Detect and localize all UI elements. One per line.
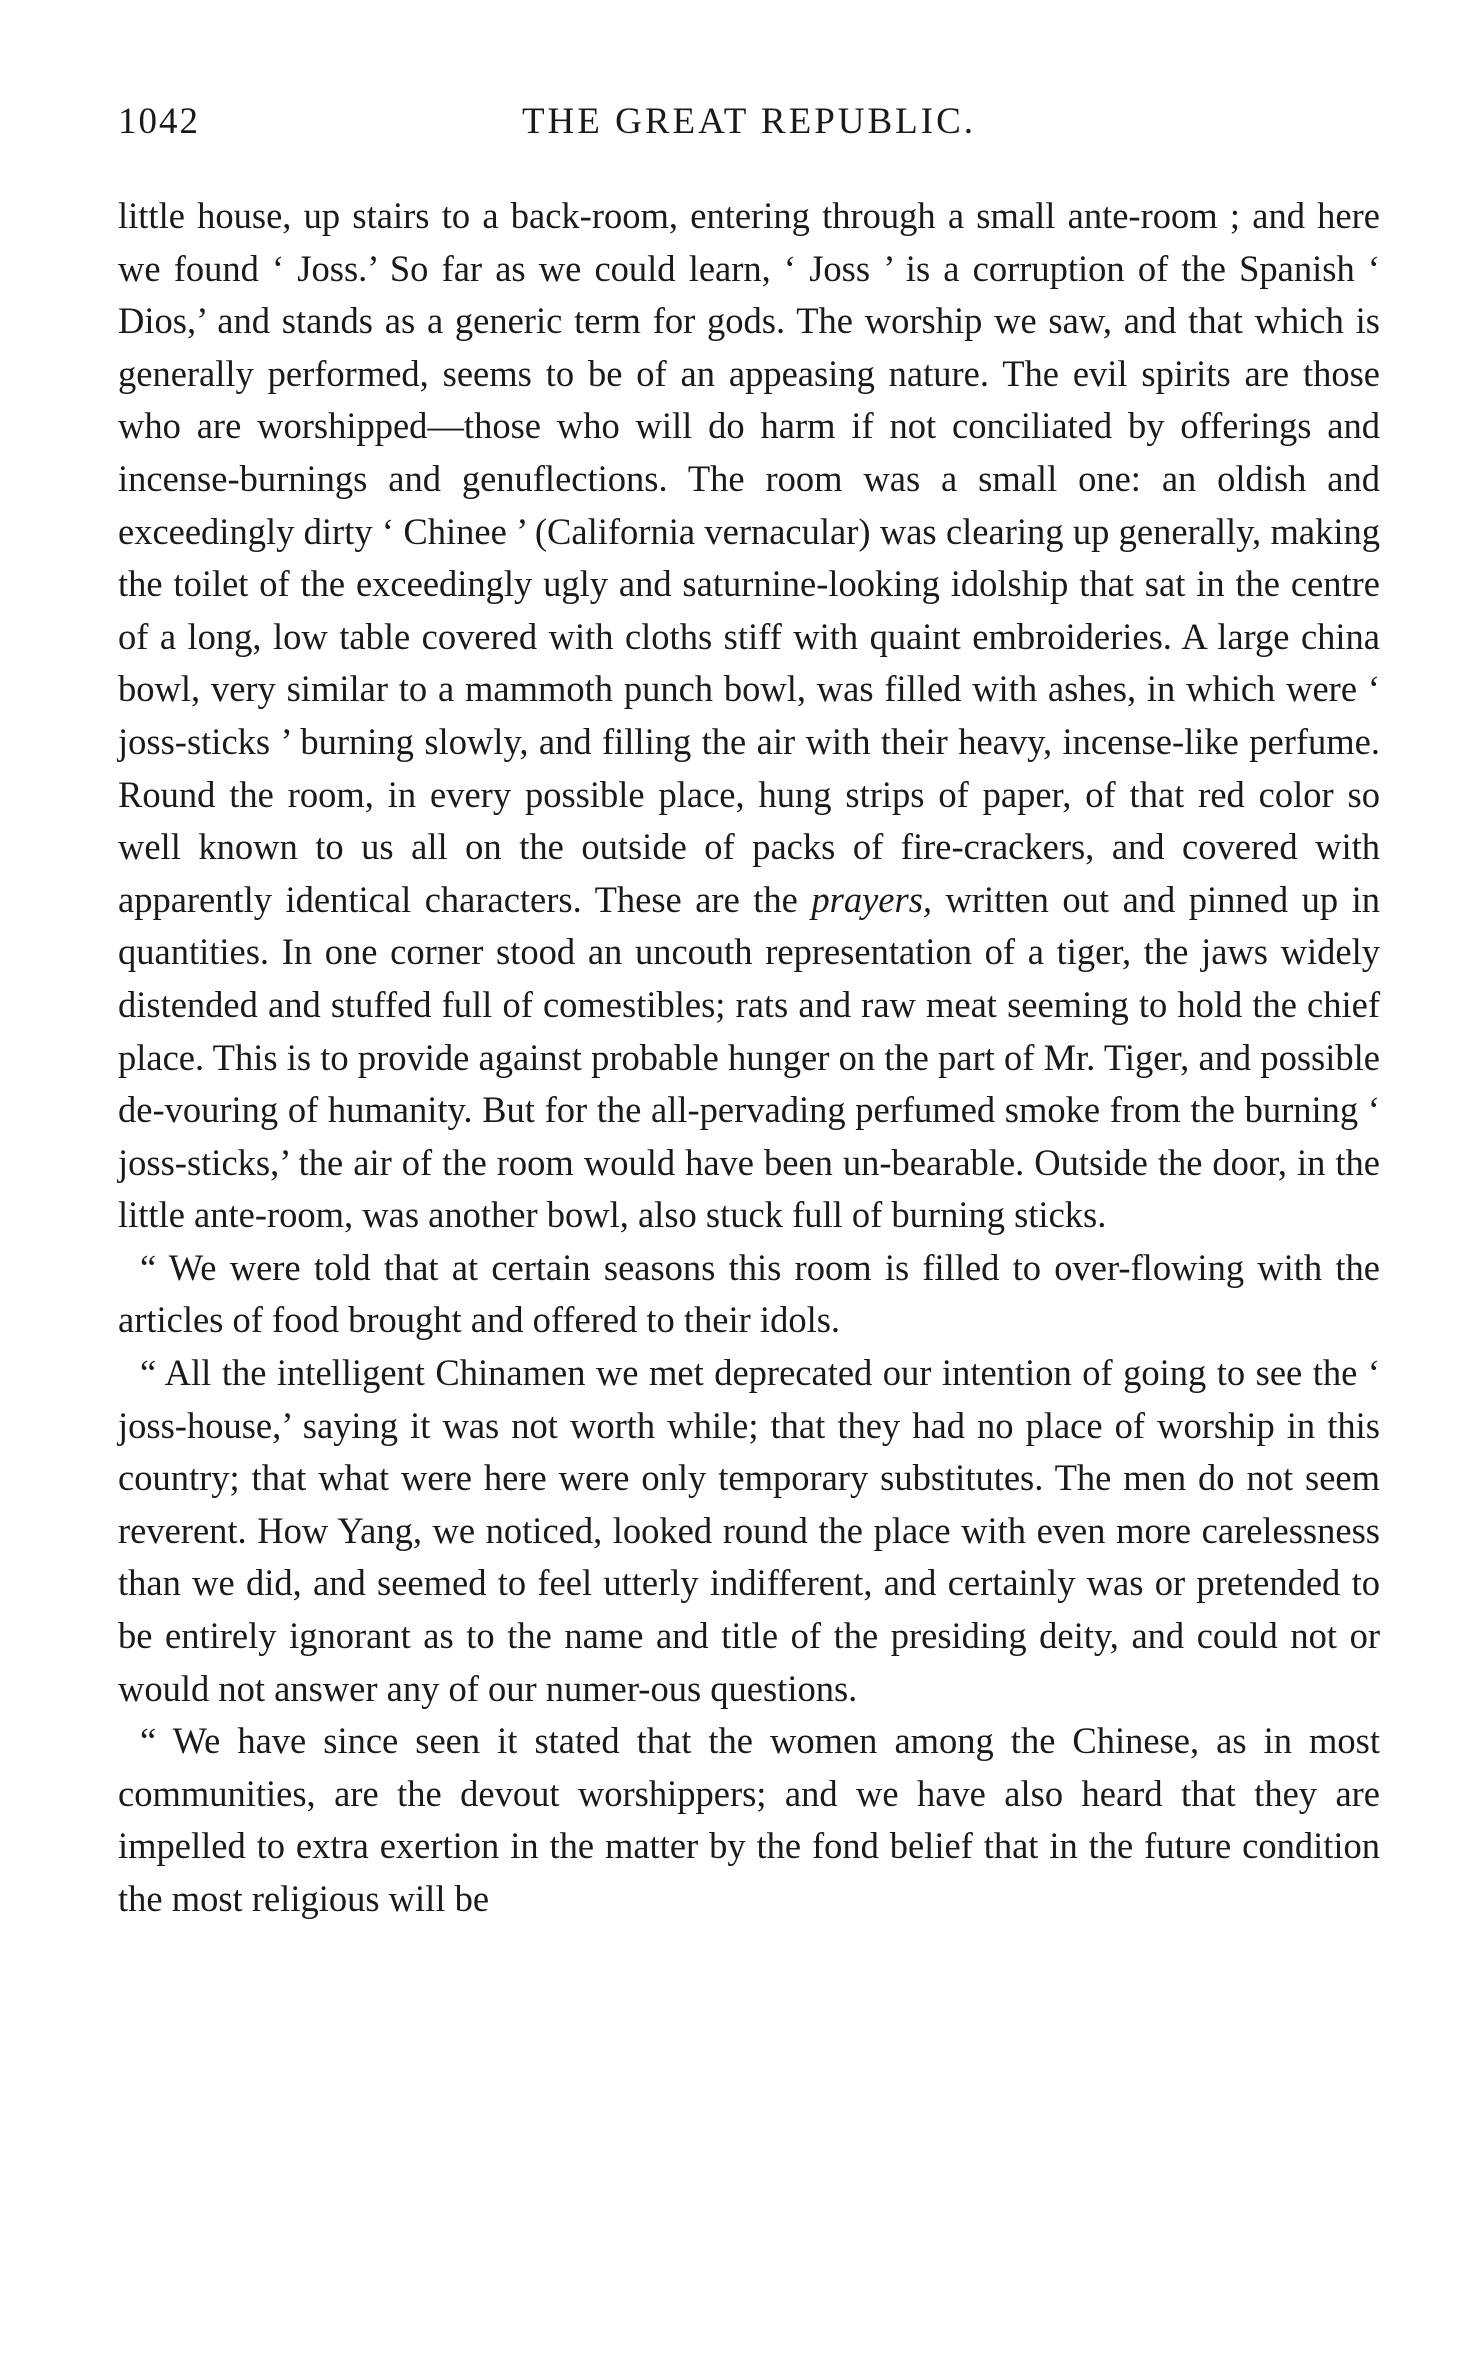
page-number: 1042 — [118, 101, 200, 142]
book-page — [118, 100, 1380, 1926]
running-head — [118, 100, 1380, 160]
paragraph-2: “ We were told that at certain seasons this room is filled to over-flowing with the articles of food brought and offered to their idols. — [118, 1246, 1380, 1341]
paragraph-1-part-b: written out and pinned up in quantities. In one corner stood an uncouth representation of a tiger, the jaws widely distended and stuffed full of comestibles; rats and raw meat seeming to hold the chief place. This is to provide against probable hunger on the part of Mr. Tiger, and possible de-vouring of humanity. But for the all-pervading perfumed smoke from the burning ‘ joss-sticks,’ the air of the room would have been un-bearable. Outside the door, in the little ante-room, was another bowl, also stuck full of burning sticks. — [118, 878, 1380, 1236]
paragraph-1-part-a: little house, up stairs to a back-room, entering through a small ante-room ; and here we found ‘ Joss.’ So far as we could learn, ‘ Joss ’ is a corruption of the Spanish ‘ Dios,’ and stands as a generic term for gods. The worship we saw, and that which is generally performed, seems to be of an appeasing nature. The evil spirits are those who are worshipped—those who will do harm if not conciliated by offerings and incense-burnings and genuflections. The room was a small one: an oldish and exceedingly dirty ‘ Chinee ’ (California vernacular) was clearing up generally, making the toilet of the exceedingly ugly and saturnine-looking idolship that sat in the centre of a long, low table covered with cloths stiff with quaint embroideries. A large china bowl, very similar to a mammoth punch bowl, was filled with ashes, in which were ‘ joss-sticks ’ burning slowly, and filling the air with their heavy, incense-like perfume. Round the room, in every possible place, hung strips of paper, of that red color so well known to us all on the outside of packs of fire-crackers, and covered with apparently identical characters. These are the — [118, 195, 1380, 920]
running-title: THE GREAT REPUBLIC. — [521, 101, 977, 142]
paragraph-4: “ We have since seen it stated that the women among the Chinese, as in most communities, are the devout worshippers; and we have also heard that they are impelled to extra exertion in the matter by the fond belief that in the future condition the most religious will be — [118, 1720, 1380, 1919]
emphasis-prayers: prayers, — [811, 878, 933, 920]
paragraph-3: “ All the intelligent Chinamen we met deprecated our intention of going to see the ‘ joss-house,’ saying it was not worth while; that they had no place of worship in this country; that what were here were only temporary substitutes. The men do not seem reverent. How Yang, we noticed, looked round the place with even more carelessness than we did, and seemed to feel utterly indifferent, and certainly was or pretended to be entirely ignorant as to the name and title of the presiding deity, and could not or would not answer any of our numer-ous questions. — [118, 1352, 1380, 1709]
paragraph-1 — [118, 190, 1380, 1242]
body-text — [118, 190, 1380, 1926]
